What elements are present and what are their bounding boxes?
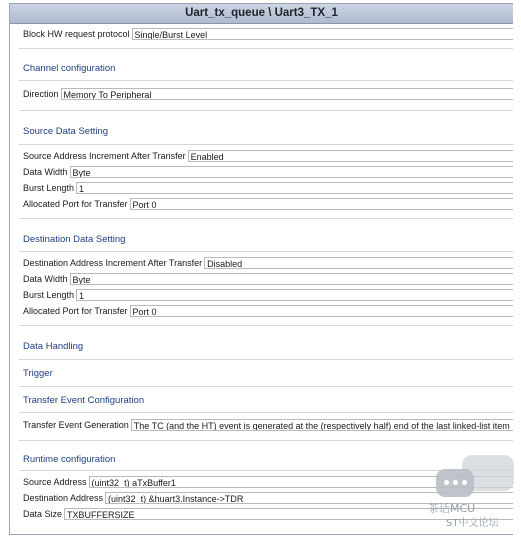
separator bbox=[19, 386, 513, 387]
separator bbox=[19, 144, 513, 145]
block-hw-field[interactable]: Single/Burst Level bbox=[132, 28, 513, 40]
destination-increment-row bbox=[23, 256, 513, 269]
separator bbox=[19, 325, 513, 326]
window-title: Uart_tx_queue \ Uart3_TX_1 bbox=[10, 4, 513, 24]
transfer-event-row bbox=[23, 418, 513, 431]
runtime-source-field[interactable]: (uint32_t) aTxBuffer1 bbox=[89, 476, 513, 488]
source-port-label: Allocated Port for Transfer bbox=[23, 198, 128, 209]
direction-row bbox=[23, 87, 513, 100]
source-burst-field[interactable]: 1 bbox=[76, 182, 513, 194]
runtime-source-label: Source Address bbox=[23, 476, 87, 487]
runtime-size-label: Data Size bbox=[23, 508, 63, 519]
direction-label: Direction bbox=[23, 88, 59, 99]
separator bbox=[19, 359, 513, 360]
destination-port-row bbox=[23, 304, 513, 317]
separator bbox=[19, 48, 513, 49]
separator bbox=[19, 251, 513, 252]
separator bbox=[19, 218, 513, 219]
runtime-size-field[interactable]: TXBUFFERSIZE bbox=[64, 508, 513, 520]
section-transfer-event-configuration: Transfer Event Configuration bbox=[23, 395, 145, 406]
watermark-line1: 茶话MCU bbox=[428, 502, 476, 515]
transfer-event-field[interactable]: The TC (and the HT) event is generated at the (respectively half) end of the last linked-list item bbox=[131, 419, 513, 431]
separator bbox=[19, 440, 513, 441]
destination-width-row bbox=[23, 272, 513, 285]
runtime-destination-label: Destination Address bbox=[23, 492, 104, 503]
direction-field[interactable]: Memory To Peripheral bbox=[61, 88, 513, 100]
block-hw-row bbox=[23, 27, 513, 40]
source-port-row bbox=[23, 197, 513, 210]
destination-port-field[interactable]: Port 0 bbox=[130, 305, 513, 317]
destination-width-field[interactable]: Byte bbox=[70, 273, 513, 285]
source-width-label: Data Width bbox=[23, 166, 68, 177]
source-increment-row bbox=[23, 149, 513, 162]
destination-increment-field[interactable]: Disabled bbox=[204, 257, 513, 269]
section-data-handling[interactable]: Data Handling bbox=[23, 341, 84, 352]
transfer-event-label: Transfer Event Generation bbox=[23, 419, 129, 430]
source-increment-field[interactable]: Enabled bbox=[188, 150, 513, 162]
separator bbox=[19, 110, 513, 111]
destination-width-label: Data Width bbox=[23, 273, 68, 284]
section-trigger[interactable]: Trigger bbox=[23, 368, 53, 379]
watermark-line2: ST中文论坛 bbox=[446, 518, 499, 529]
source-width-row bbox=[23, 165, 513, 178]
section-channel-configuration: Channel configuration bbox=[23, 63, 116, 74]
destination-port-label: Allocated Port for Transfer bbox=[23, 305, 128, 316]
source-burst-row bbox=[23, 181, 513, 194]
separator bbox=[19, 80, 513, 81]
source-burst-label: Burst Length bbox=[23, 182, 75, 193]
section-source-data-setting: Source Data Setting bbox=[23, 126, 109, 137]
destination-burst-row bbox=[23, 288, 513, 301]
source-width-field[interactable]: Byte bbox=[70, 166, 513, 178]
destination-increment-label: Destination Address Increment After Transfer bbox=[23, 257, 203, 268]
watermark-dots-icon bbox=[444, 480, 467, 485]
destination-burst-field[interactable]: 1 bbox=[76, 289, 513, 301]
section-destination-data-setting: Destination Data Setting bbox=[23, 234, 126, 245]
source-port-field[interactable]: Port 0 bbox=[130, 198, 513, 210]
block-hw-label: Block HW request protocol bbox=[23, 28, 130, 39]
source-increment-label: Source Address Increment After Transfer bbox=[23, 150, 186, 161]
destination-burst-label: Burst Length bbox=[23, 289, 75, 300]
config-panel bbox=[9, 3, 513, 535]
runtime-destination-field[interactable]: (uint32_t) &huart3.Instance->TDR bbox=[105, 492, 513, 504]
section-runtime-configuration: Runtime configuration bbox=[23, 454, 116, 465]
separator bbox=[19, 412, 513, 413]
